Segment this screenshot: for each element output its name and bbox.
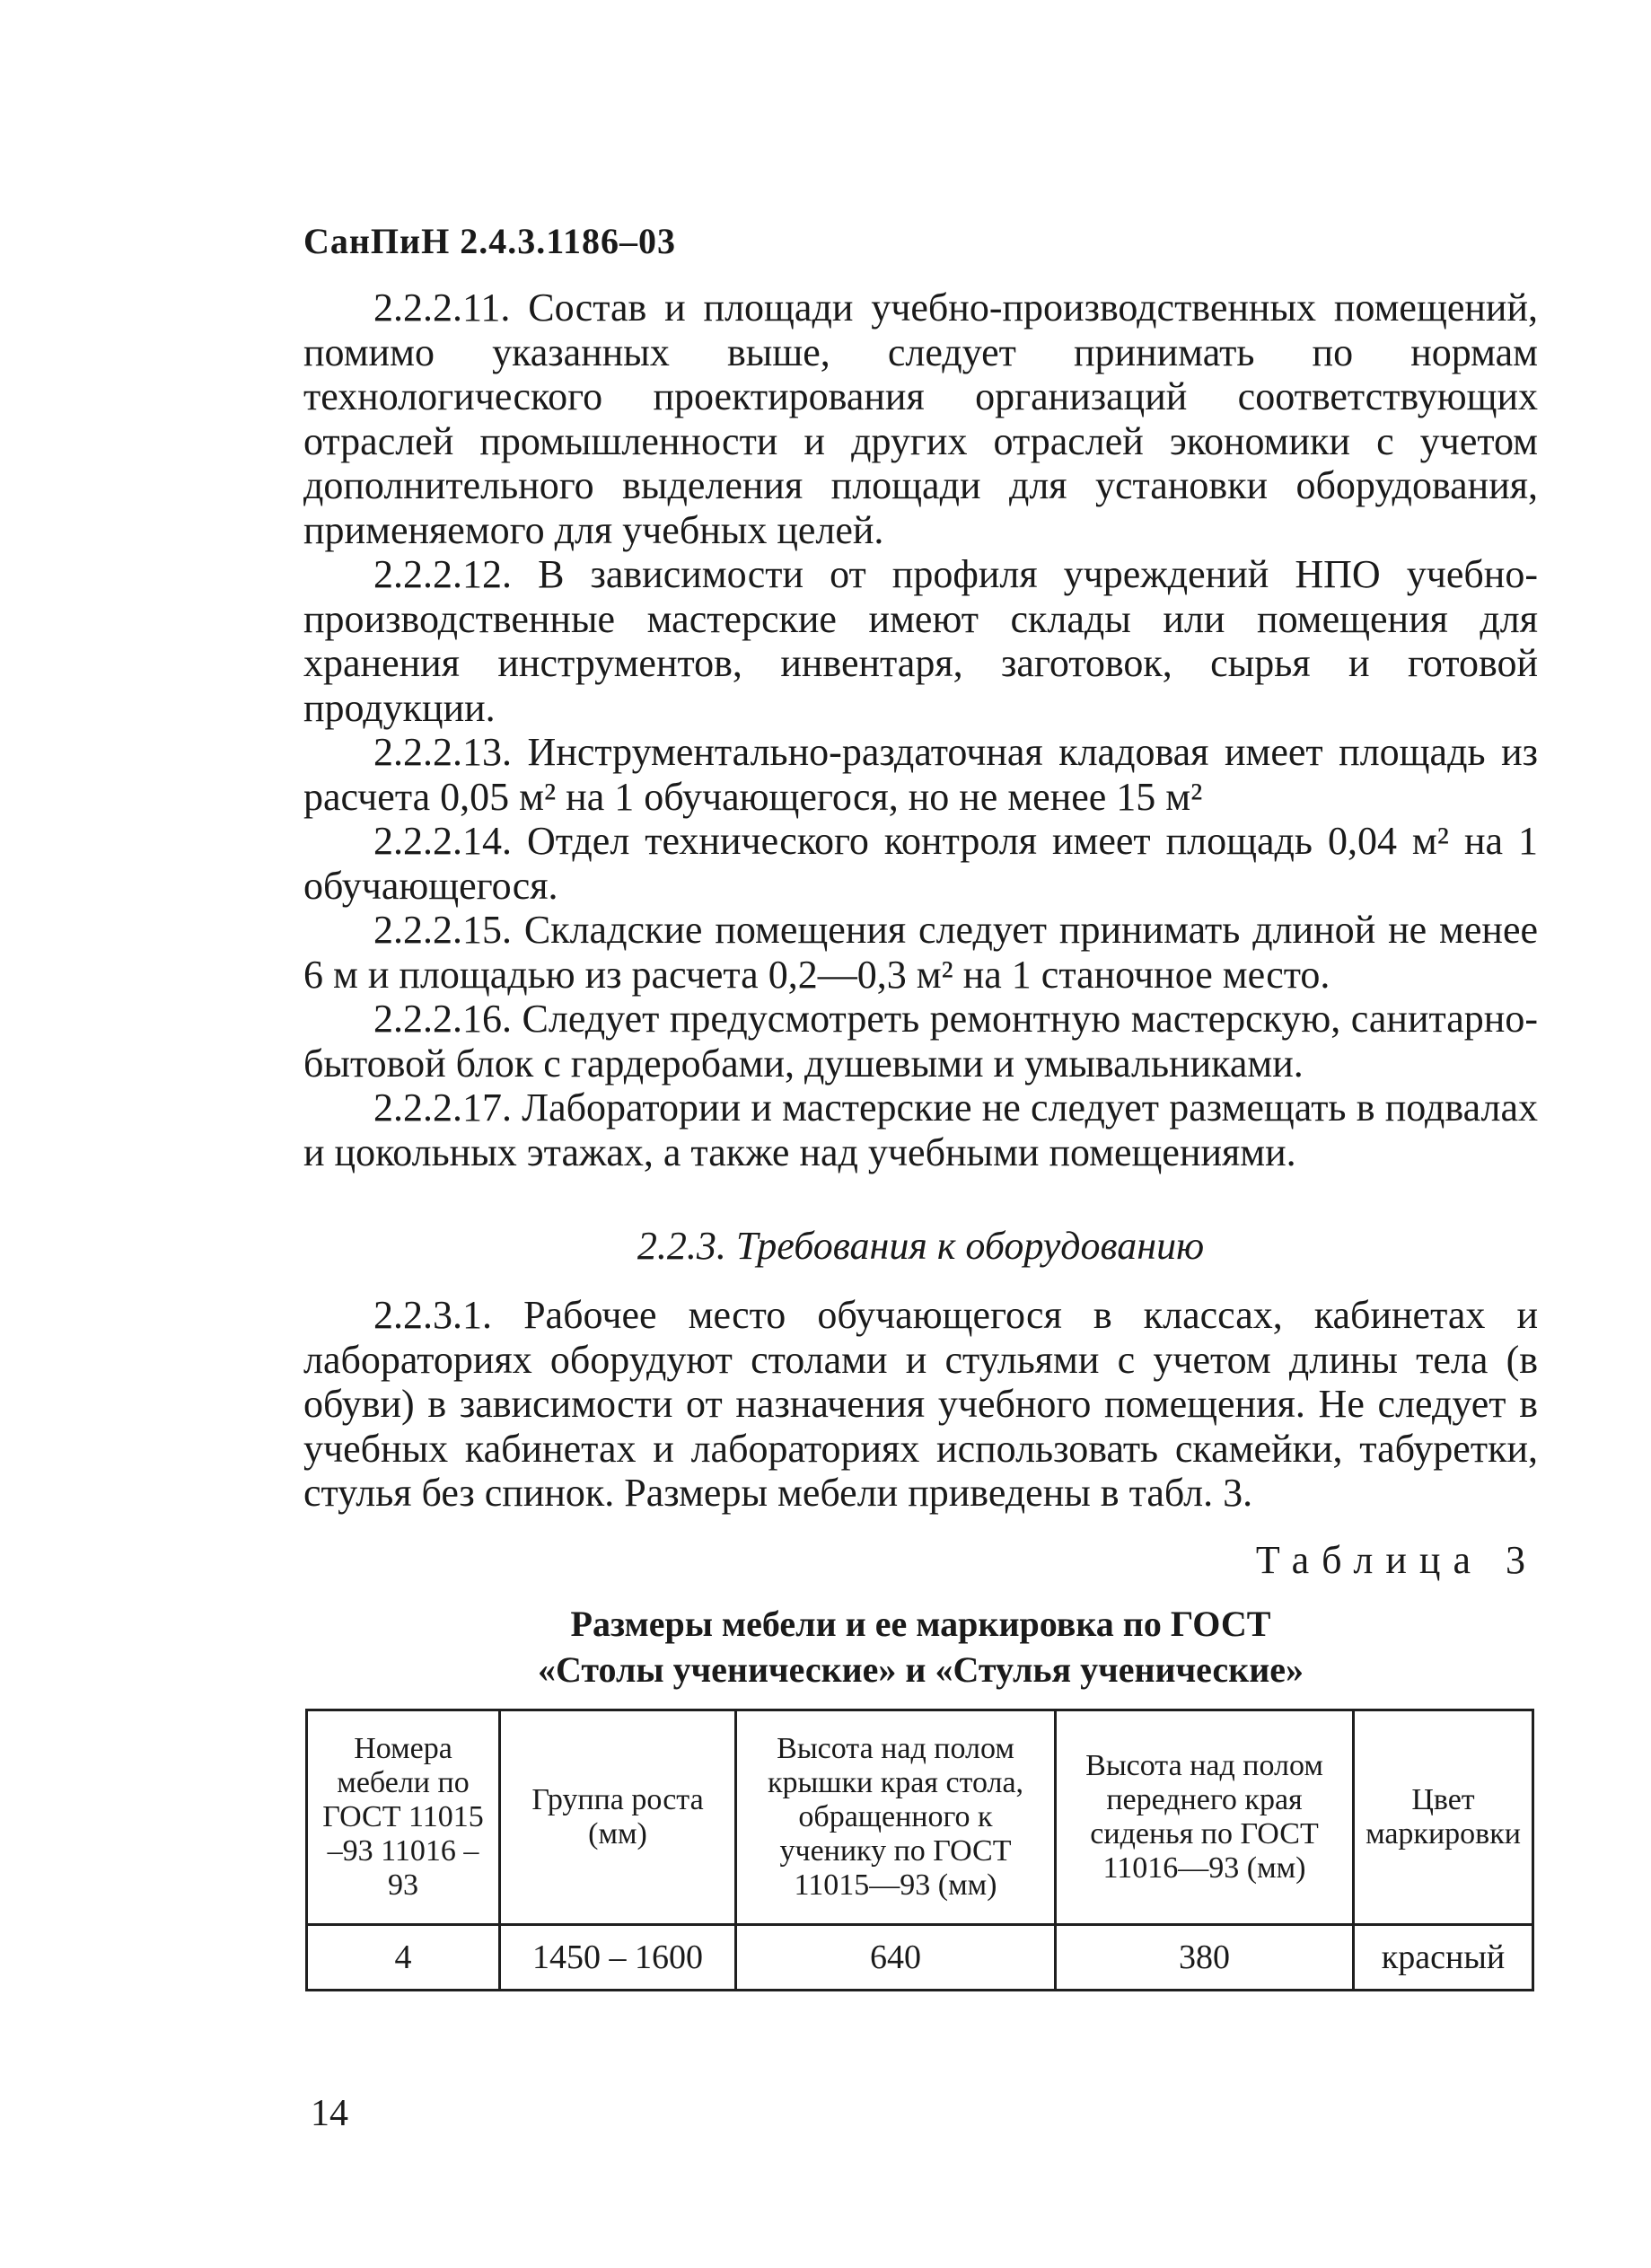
table-caption-line-2: «Столы ученические» и «Стулья ученические» (537, 1649, 1304, 1690)
cell-height-group: 1450 – 1600 (500, 1925, 736, 1991)
table-caption-line-1: Размеры мебели и ее маркировка по ГОСТ (570, 1604, 1271, 1644)
document-header: СанПиН 2.4.3.1186–03 (303, 221, 676, 261)
cell-table-height: 640 (736, 1925, 1056, 1991)
section-title: 2.2.3. Требования к оборудованию (637, 1224, 1205, 1268)
paragraph-2-2-2-11: 2.2.2.11. Состав и площади учебно-производственных помещений, помимо указанных выше, следует принимать по нормам технологического проектирования организаций соответствующих отраслей промышленности и других отраслей экономики с учетом дополнительного выделения площади для установки оборудования, применяемого для учебных целей. (303, 286, 1538, 552)
body-text (303, 286, 1538, 1174)
page-number: 14 (311, 2093, 348, 2134)
paragraph-2-2-2-16: 2.2.2.16. Следует предусмотреть ремонтную мастерскую, санитарно-бытовой блок с гардеробами, душевыми и умывальниками. (303, 997, 1538, 1086)
table-caption (303, 1601, 1538, 1692)
paragraph-2-2-2-15: 2.2.2.15. Складские помещения следует принимать длиной не менее 6 м и площадью из расчета 0,2—0,3 м² на 1 станочное место. (303, 908, 1538, 997)
header-seat-height: Высота над полом переднего края сиденья по ГОСТ 11016—93 (мм) (1056, 1710, 1354, 1925)
table-row (307, 1925, 1533, 1991)
cell-seat-height: 380 (1056, 1925, 1354, 1991)
cell-marking-color: красный (1354, 1925, 1533, 1991)
header-marking-color: Цвет маркировки (1354, 1710, 1533, 1925)
header-height-group: Группа роста (мм) (500, 1710, 736, 1925)
paragraph-2-2-2-13: 2.2.2.13. Инструментально-раздаточная кладовая имеет площадь из расчета 0,05 м² на 1 обучающегося, но не менее 15 м² (303, 730, 1538, 819)
furniture-table (305, 1709, 1534, 1991)
paragraph-2-2-2-14: 2.2.2.14. Отдел технического контроля имеет площадь 0,04 м² на 1 обучающегося. (303, 819, 1538, 908)
paragraph-2-2-3-1: 2.2.3.1. Рабочее место обучающегося в классах, кабинетах и лабораториях оборудуют столами и стульями с учетом длины тела (в обуви) в зависимости от назначения учебного помещения. Не следует в учебных кабинетах и лабораториях использовать скамейки, табуретки, стулья без спинок. Размеры мебели приведены в табл. 3. (303, 1293, 1538, 1515)
paragraph-2-2-2-12: 2.2.2.12. В зависимости от профиля учреждений НПО учебно-производственные мастерские имеют склады или помещения для хранения инструментов, инвентаря, заготовок, сырья и готовой продукции. (303, 552, 1538, 730)
body-text-2 (303, 1293, 1538, 1516)
cell-furniture-number: 4 (307, 1925, 500, 1991)
table-label: Таблица 3 (1255, 1538, 1538, 1582)
paragraph-2-2-2-17: 2.2.2.17. Лаборатории и мастерские не следует размещать в подвалах и цокольных этажах, а также над учебными помещениями. (303, 1086, 1538, 1174)
table-header-row (307, 1710, 1533, 1925)
header-table-height: Высота над полом крышки края стола, обращенного к ученику по ГОСТ 11015—93 (мм) (736, 1710, 1056, 1925)
header-furniture-numbers: Номера мебели по ГОСТ 11015 –93 11016 –93 (307, 1710, 500, 1925)
table-container (305, 1709, 1534, 1991)
